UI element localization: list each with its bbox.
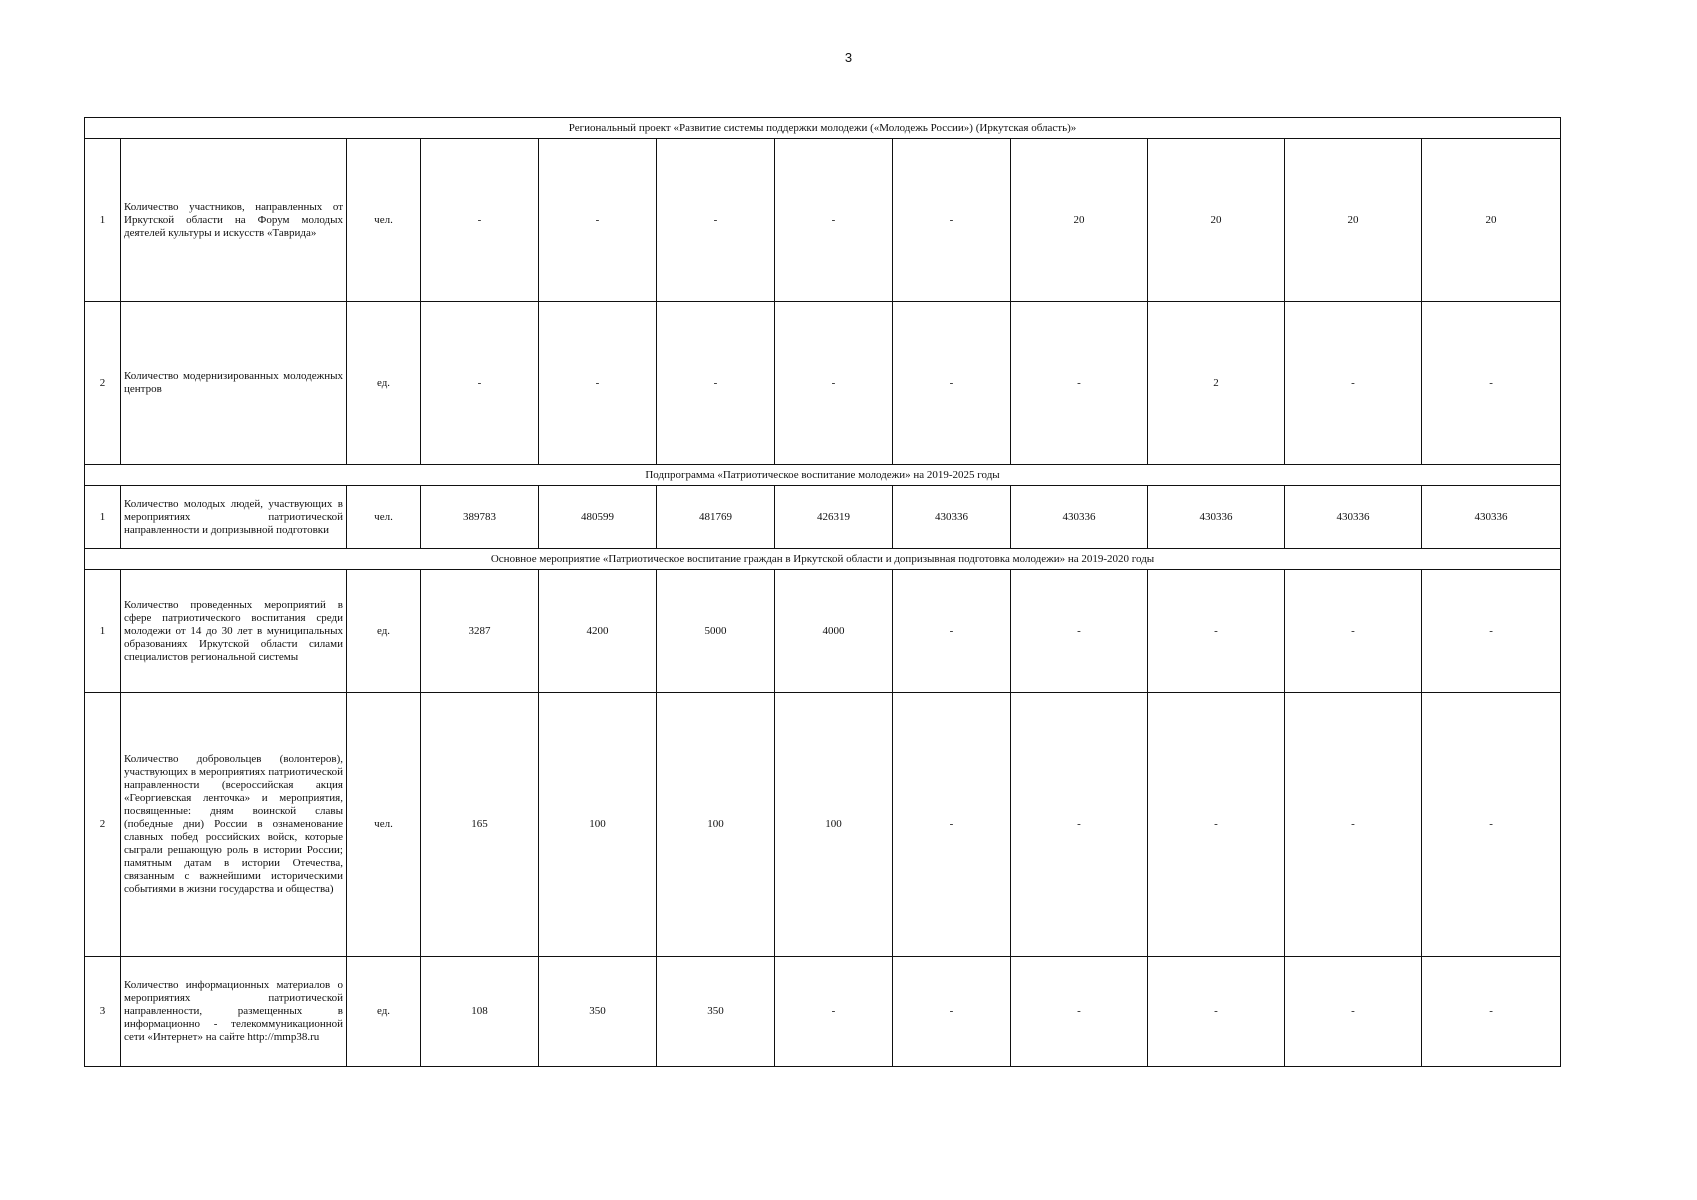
value-cell: 165 [421,693,539,957]
value-cell: 5000 [657,570,775,693]
value-cell: - [775,139,893,302]
value-cell: 350 [657,957,775,1067]
value-cell: - [893,139,1011,302]
value-cell: 430336 [1148,486,1285,549]
value-cell: - [421,302,539,465]
indicators-table [84,117,1561,1067]
value-cell: - [893,570,1011,693]
indicator-description: Количество участников, направленных от Иркутской области на Форум молодых деятелей культуры и искусств «Таврида» [121,139,347,302]
unit-cell: ед. [347,957,421,1067]
value-cell: 426319 [775,486,893,549]
unit-cell: ед. [347,570,421,693]
value-cell: - [1285,957,1422,1067]
value-cell: - [1011,693,1148,957]
row-number: 1 [85,486,121,549]
value-cell: 430336 [1011,486,1148,549]
table-row [85,693,1561,957]
table-row [85,570,1561,693]
value-cell: 20 [1148,139,1285,302]
value-cell: - [1148,693,1285,957]
table-row [85,139,1561,302]
section-header-row [85,465,1561,486]
value-cell: - [775,957,893,1067]
value-cell: - [1422,302,1561,465]
indicator-description: Количество информационных материалов о мероприятиях патриотической направленности, размещенных в информационно - телекоммуникационной сети «Интернет» на сайте http://mmp38.ru [121,957,347,1067]
section-title: Основное мероприятие «Патриотическое воспитание граждан в Иркутской области и допризывная подготовка молодежи» на 2019-2020 годы [85,549,1561,570]
value-cell: 100 [657,693,775,957]
value-cell: 108 [421,957,539,1067]
value-cell: - [1011,570,1148,693]
section-title: Подпрограмма «Патриотическое воспитание молодежи» на 2019-2025 годы [85,465,1561,486]
indicator-description: Количество модернизированных молодежных центров [121,302,347,465]
row-number: 2 [85,693,121,957]
value-cell: - [893,693,1011,957]
value-cell: 4000 [775,570,893,693]
value-cell: - [539,139,657,302]
value-cell: 430336 [893,486,1011,549]
value-cell: 389783 [421,486,539,549]
value-cell: 430336 [1422,486,1561,549]
value-cell: - [1422,957,1561,1067]
value-cell: - [657,302,775,465]
value-cell: - [1148,957,1285,1067]
value-cell: - [893,957,1011,1067]
section-header-row [85,118,1561,139]
value-cell: 430336 [1285,486,1422,549]
value-cell: - [1422,693,1561,957]
value-cell: - [539,302,657,465]
unit-cell: чел. [347,693,421,957]
value-cell: - [657,139,775,302]
value-cell: 100 [775,693,893,957]
value-cell: - [775,302,893,465]
value-cell: - [1422,570,1561,693]
unit-cell: ед. [347,302,421,465]
value-cell: 20 [1422,139,1561,302]
indicator-description: Количество проведенных мероприятий в сфере патриотического воспитания среди молодежи от 14 до 30 лет в муниципальных образованиях Иркутской области силами специалистов региональной системы [121,570,347,693]
value-cell: 100 [539,693,657,957]
value-cell: - [893,302,1011,465]
value-cell: - [1285,302,1422,465]
unit-cell: чел. [347,139,421,302]
row-number: 2 [85,302,121,465]
value-cell: 20 [1285,139,1422,302]
value-cell: 2 [1148,302,1285,465]
value-cell: 481769 [657,486,775,549]
unit-cell: чел. [347,486,421,549]
section-header-row [85,549,1561,570]
row-number: 1 [85,570,121,693]
value-cell: - [1011,957,1148,1067]
value-cell: - [1285,693,1422,957]
row-number: 1 [85,139,121,302]
indicator-description: Количество добровольцев (волонтеров), участвующих в мероприятиях патриотической направленности (всероссийская акция «Георгиевская ленточка» и мероприятия, посвященные: дням воинской славы (победные дни) России в ознаменование славных побед российских войск, которые сыграли решающую роль в истории России; памятным датам в истории Отечества, связанным с важнейшими историческими событиями в жизни государства и общества) [121,693,347,957]
value-cell: 20 [1011,139,1148,302]
table-row [85,302,1561,465]
value-cell: 350 [539,957,657,1067]
value-cell: 4200 [539,570,657,693]
row-number: 3 [85,957,121,1067]
table-row [85,486,1561,549]
value-cell: 3287 [421,570,539,693]
value-cell: - [1285,570,1422,693]
table-row [85,957,1561,1067]
value-cell: 480599 [539,486,657,549]
indicator-description: Количество молодых людей, участвующих в мероприятиях патриотической направленности и допризывной подготовки [121,486,347,549]
page-number: 3 [844,50,853,65]
value-cell: - [1148,570,1285,693]
section-title: Региональный проект «Развитие системы поддержки молодежи («Молодежь России») (Иркутская область)» [85,118,1561,139]
value-cell: - [1011,302,1148,465]
value-cell: - [421,139,539,302]
